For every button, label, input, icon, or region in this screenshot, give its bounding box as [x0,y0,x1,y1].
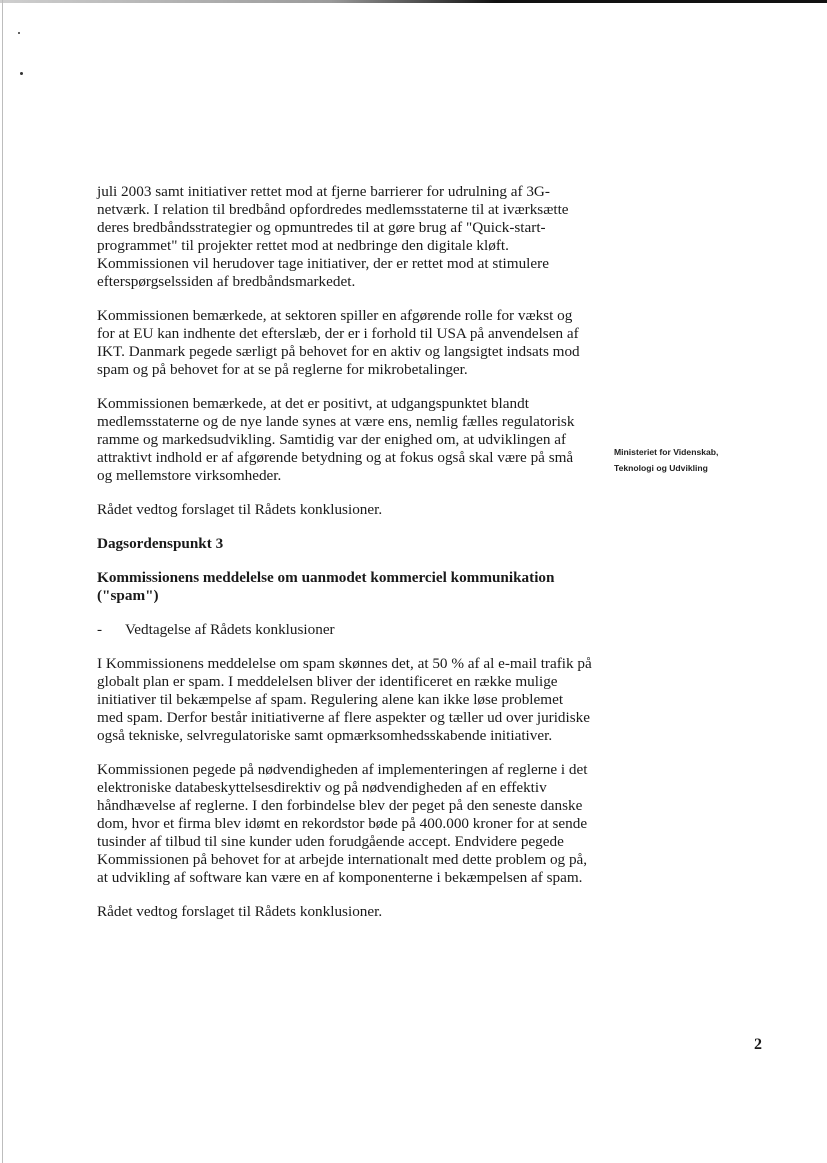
paragraph: Kommissionen bemærkede, at sektoren spiller en afgørende rolle for vækst og for at EU kan indhente det efterslæb, der er i forhold til USA på anvendelsen af IKT. Danmark pegede særligt på behovet for en aktiv og langsigtet indsats mod spam og på behovet for at se på reglerne for mikrobetalinger. [97,307,580,378]
paragraph: Rådet vedtog forslaget til Rådets konklusioner. [97,501,383,518]
agenda-item-heading: Dagsordenspunkt 3 [97,535,224,552]
ministry-label-line: Ministeriet for Videnskab, [614,447,719,457]
agenda-bullet [97,621,592,639]
paragraph: Kommissionen bemærkede, at det er positivt, at udgangspunktet blandt medlemsstaterne og de nye lande synes at være ens, nemlig fælles regulatorisk ramme og markedsudvikling. Samtidig var der enighed om, at udviklingen af attraktivt indhold er af afgørende betydning og at fokus også skal være på små og mellemstore virksomheder. [97,395,575,484]
ministry-label-line: Teknologi og Udvikling [614,463,708,473]
page-number: 2 [754,1036,762,1053]
scan-left-edge [2,0,3,1163]
paragraph: I Kommissionens meddelelse om spam skønnes det, at 50 % af al e-mail trafik på globalt plan er spam. I meddelelsen bliver der identificeret en række mulige initiativer til bekæmpelse af spam. Regulering alene kan ikke løse problemet med spam. Derfor består initiativerne af flere aspekter og tæller ud over juridiske også tekniske, selvregulatoriske samt opmærksomhedsskabende initiativer. [97,655,592,744]
bullet-dash: - [97,621,103,638]
scan-speck [20,72,23,75]
paragraph: juli 2003 samt initiativer rettet mod at fjerne barrierer for udrulning af 3G-netværk. I relation til bredbånd opfordredes medlemsstaterne til at iværksætte deres bredbåndsstrategier og opmuntredes til at gøre brug af "Quick-start-programmet" til projekter rettet mod at nedbringe den digitale kløft. Kommissionen vil herudover tage initiativer, der er rettet mod at stimulere efterspørgselssiden af bredbåndsmarkedet. [97,183,569,290]
scan-top-rule [0,0,827,3]
agenda-bullet-text: Vedtagelse af Rådets konklusioner [125,621,335,638]
scan-speck [18,32,20,34]
paragraph: Rådet vedtog forslaget til Rådets konklusioner. [97,903,383,920]
agenda-item-title: Kommissionens meddelelse om uanmodet kommerciel kommunikation ("spam") [97,569,555,604]
ministry-label [614,444,784,476]
paragraph: Kommissionen pegede på nødvendigheden af implementeringen af reglerne i det elektroniske databeskyttelsesdirektiv og på nødvendigheden af en effektiv håndhævelse af reglerne. I den forbindelse blev der peget på den seneste danske dom, hvor et firma blev idømt en rekordstor bøde på 400.000 kroner for at sende tusinder af tilbud til sine kunder uden forudgående accept. Endvidere pegede Kommissionen på behovet for at arbejde internationalt med dette problem og på, at udvikling af software kan være en af komponenterne i bekæmpelsen af spam. [97,761,588,886]
document-body [97,183,592,937]
